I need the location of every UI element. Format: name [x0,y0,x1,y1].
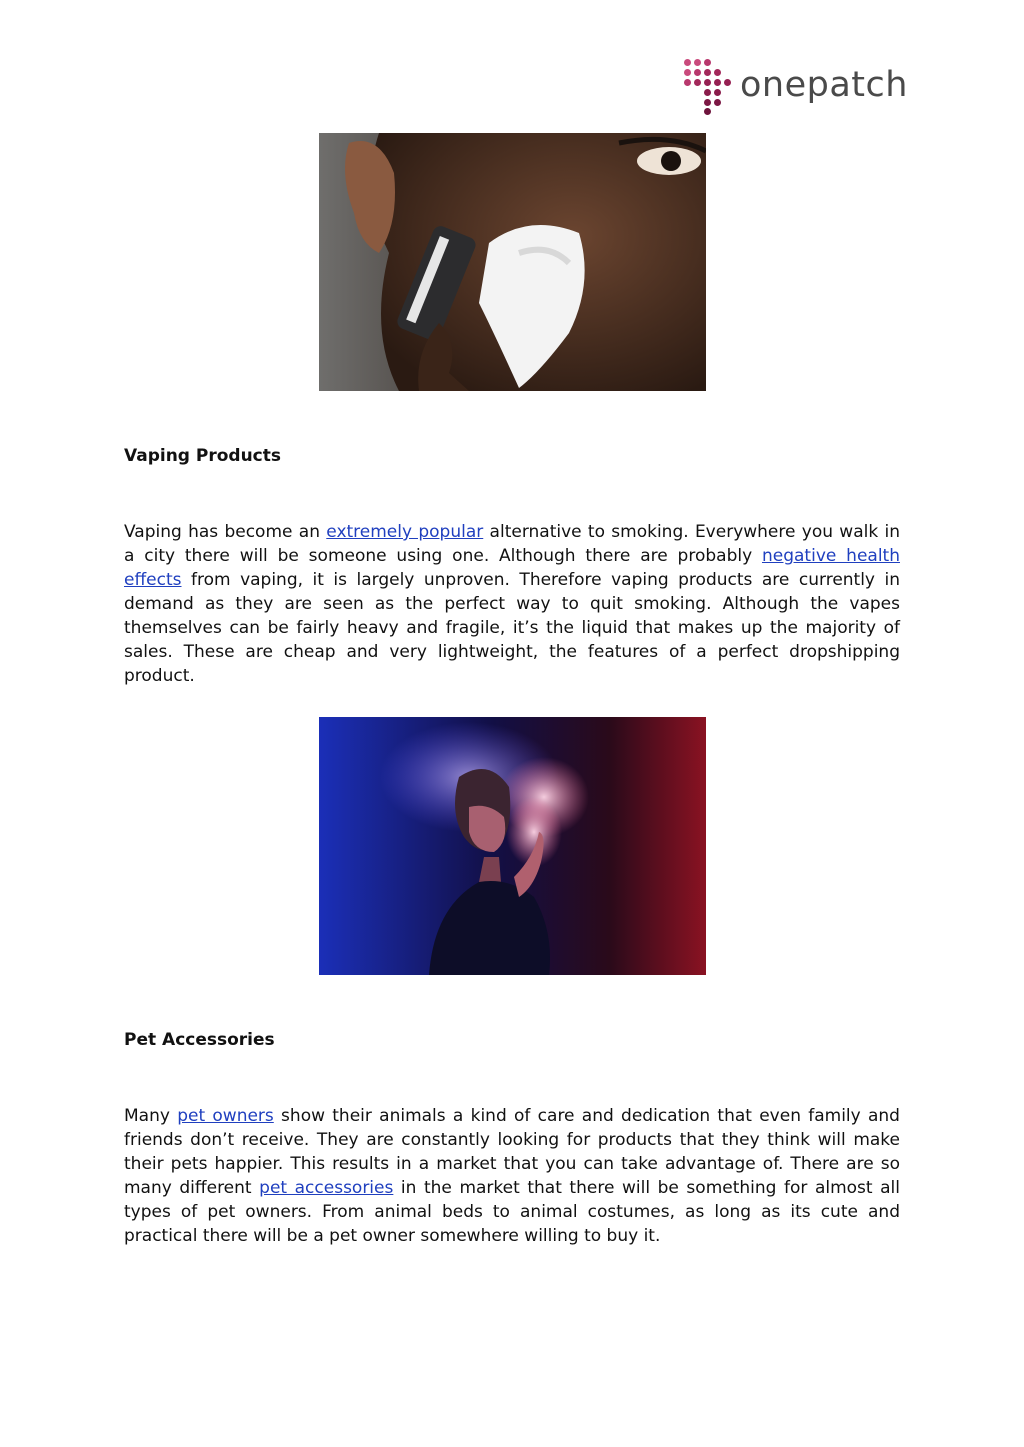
link-pet-accessories[interactable]: pet accessories [259,1178,394,1198]
section-heading-vaping: Vaping Products [124,446,282,466]
onepatch-logo [684,59,908,117]
woman-vaping-photo [319,717,706,975]
vaping-paragraph: Vaping has become an extremely popular alternative to smoking. Everywhere you walk in a city there will be someone using one. Although there are probably negative health effects from vaping, it is largely unproven. Therefore vaping products are currently in demand as they are seen as the perfect way to quit smoking. Although the vapes themselves can be fairly heavy and fragile, it’s the liquid that makes up the majority of sales. These are cheap and very lightweight, the features of a perfect dropshipping product. [124,522,900,686]
man-shaving-photo [319,133,706,391]
link-extremely-popular[interactable]: extremely popular [326,522,484,542]
link-pet-owners[interactable]: pet owners [177,1106,274,1126]
section-heading-pets: Pet Accessories [124,1030,275,1050]
logo-text: onepatch [740,65,908,105]
link-negative-health-effects[interactable]: negative health effects [124,546,900,590]
pets-paragraph: Many pet owners show their animals a kind of care and dedication that even family and friends don’t receive. They are constantly looking for products that they think will make their pets happier. This results in a market that you can take advantage of. There are so many different pet accessories in the market that there will be something for almost all types of pet owners. From animal beds to animal costumes, as long as its cute and practical there will be a pet owner somewhere willing to buy it. [124,1106,900,1246]
logo-dots-icon [684,59,736,115]
